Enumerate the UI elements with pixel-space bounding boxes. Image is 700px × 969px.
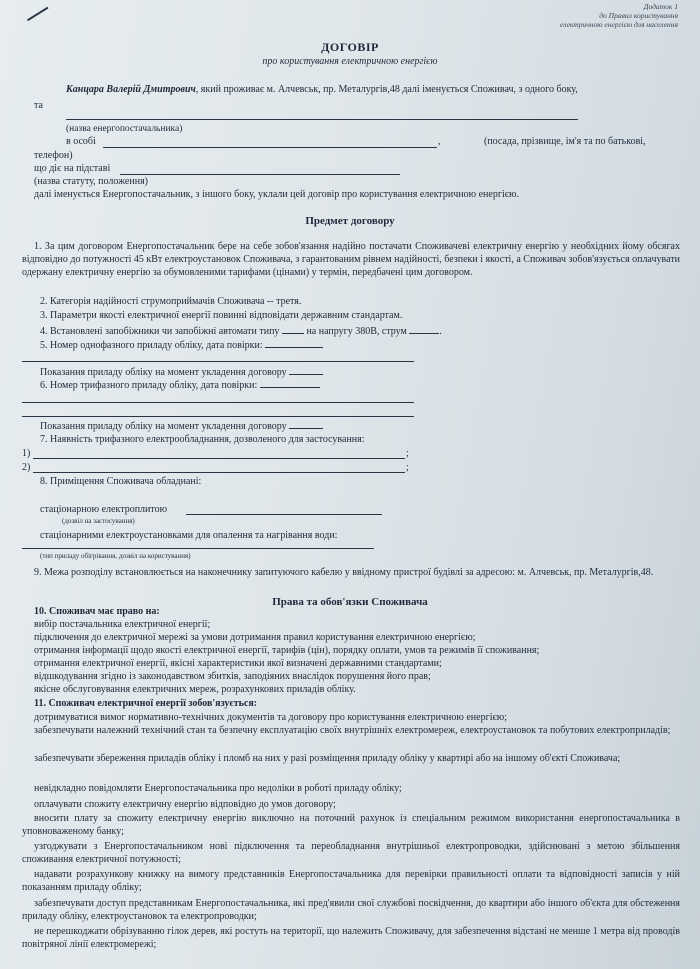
duty-9: забезпечувати доступ представникам Енергопостачальника, які пред'явили свої службові посвідчення, до квартири або іншого об'єкта для обстеження приладу обліку, електроустановок та електропроводки; — [22, 898, 680, 922]
fuse-type-field[interactable] — [282, 324, 304, 334]
paragraph-4 — [40, 324, 442, 338]
duty-4: невідкладно повідомляти Енергопостачальника про недоліки в роботі приладу обліку; — [34, 783, 402, 794]
right-item-5: відшкодування згідно із законодавством збитків, заподіяних внаслідок порушення його прав; — [34, 671, 431, 682]
paragraph-11-heading: 11. Споживач електричної енергії зобов'язується: — [34, 698, 258, 709]
consumer-name: Канцара Валерій Дмитрович — [66, 84, 196, 95]
meter-reading-field-2[interactable] — [289, 419, 323, 429]
comma: , — [438, 136, 441, 147]
pen-stroke — [20, 0, 49, 21]
paragraph-2: 2. Категорія надійності струмоприймачів Споживача -- третя. — [40, 296, 302, 307]
fuse-type-label: 4. Встановлені запобіжники чи запобіжні автомати типу — [40, 326, 280, 337]
duty-10: не перешкоджати обрізуванню гілок дерев, які ростуть на території, що належить Споживачу, для забезпечення відстані не менше 1 метра від проводів повітряної лінії електромережі; — [22, 926, 680, 950]
annex-line-2: до Правил користування — [599, 11, 678, 20]
supplier-name-line[interactable] — [66, 119, 578, 120]
annex-note — [468, 2, 678, 29]
phone-label: телефон) — [34, 150, 73, 161]
paragraph-8: 8. Приміщення Споживача обладнані: — [40, 476, 202, 487]
meter-reading-1 — [40, 365, 323, 379]
duty-6: вносити плату за спожиту електричну енергію виключно на поточний рахунок із спеціальним режимом використання енергопостачальника в уповноваженому банку; — [22, 813, 680, 837]
paragraph-5 — [40, 338, 323, 352]
paragraph-9: 9. Межа розподілу встановлюється на наконечнику запитуючого кабелю у ввідному пристрої будівлі за адресою: м. Алчевськ, пр. Металургів,48. — [34, 567, 654, 578]
document-subtitle: про користування електричною енергією — [262, 56, 438, 67]
duty-3: забезпечувати збереження приладів обліку і пломб на них у разі розміщення приладу обліку у квартирі або на іншому об'єкті Споживача; — [34, 753, 621, 764]
meter-reading-label: Показання приладу обліку на момент укладення договору — [40, 367, 287, 378]
rights-heading: Права та обов'язки Споживача — [272, 596, 428, 608]
meter-reading-label-2: Показання приладу обліку на момент укладення договору — [40, 421, 287, 432]
three-phase-meter-field[interactable] — [260, 378, 320, 388]
representative-line[interactable] — [103, 147, 437, 148]
single-phase-meter-line[interactable] — [22, 361, 414, 362]
stove-permit-label: (дозвіл на застосування) — [62, 517, 135, 525]
right-item-6: якісне обслуговування електричних мереж, розрахункових приладів обліку. — [34, 684, 356, 695]
duty-5: оплачувати спожиту електричну енергію відповідно до умов договору; — [34, 799, 336, 810]
meter-reading-field-1[interactable] — [289, 365, 323, 375]
three-phase-meter-label: 6. Номер трифазного приладу обліку, дата повірки: — [40, 380, 258, 391]
period: . — [439, 326, 442, 337]
duty-2: забезпечувати належний технічний стан та безпечну експлуатацію своїх внутрішніх електромереж, електроустановок та побутових електроприладів; — [34, 725, 671, 736]
right-item-4: отримання електричної енергії, якісні характеристики якої визначені державними стандартами; — [34, 658, 442, 669]
paragraph-3: 3. Параметри якості електричної енергії повинні відповідати державним стандартам. — [40, 310, 403, 321]
paragraph-6 — [40, 378, 320, 392]
equipment-item-1-label: 1) — [22, 448, 31, 459]
annex-line-1: Додаток 1 — [643, 2, 678, 11]
duty-1: дотримуватися вимог нормативно-технічних документів та договору про користування електричною енергією; — [34, 712, 508, 723]
electric-stove-line[interactable] — [186, 514, 382, 515]
equipment-item-2-label: 2) — [22, 462, 31, 473]
subject-heading: Предмет договору — [305, 215, 395, 227]
duty-8: надавати розрахункову книжку на вимогу представників Енергопостачальника для перевірки правильності оплати та відповідності записів у ній показанням приладу обліку; — [22, 869, 680, 893]
current-field[interactable] — [409, 324, 439, 334]
semicolon-1: ; — [406, 448, 409, 459]
equipment-item-2-line[interactable] — [33, 472, 405, 473]
in-person-label: в особі — [66, 136, 96, 147]
hereinafter-text: далі іменується Енергопостачальник, з іншого боку, уклали цей договір про користування електричною енергією. — [34, 189, 519, 200]
electric-stove-label: стаціонарною електроплитою — [40, 504, 168, 515]
semicolon-2: ; — [406, 462, 409, 473]
intro-text: , який проживає м. Алчевськ, пр. Металургів,48 далі іменується Споживач, з одного боку, — [195, 84, 578, 95]
paragraph-1: 1. За цим договором Енергопостачальник бере на себе зобов'язання надійно постачати Споживачеві електричну енергію у необхідних йому обсягах відповідно до потужності 45 кВт електроустановок Споживача, з гарантованим рівнем надійності, безпеки і якості, а Споживач зобов'язується оплачувати одержану електричну енергію за обумовленими тарифами (цінами) у термін, передбачені цим договором. — [22, 241, 680, 278]
annex-line-3: електричною енергією для населення — [559, 20, 678, 29]
three-phase-meter-line-1[interactable] — [22, 402, 414, 403]
three-phase-meter-line-2[interactable] — [22, 416, 414, 417]
duty-7: узгоджувати з Енергопостачальником нові підключення та переобладнання внутрішньої електропроводки, здійснювані з метою збільшення споживання електричної потужності; — [22, 841, 680, 865]
document-title: ДОГОВІР — [321, 40, 379, 54]
meter-reading-2 — [40, 419, 323, 433]
heating-label: стаціонарними електроустановками для опалення та нагрівання води: — [40, 530, 338, 541]
paragraph-10-heading: 10. Споживач має право на: — [34, 606, 160, 617]
intro-paragraph — [66, 84, 578, 96]
equipment-item-1-line[interactable] — [33, 458, 405, 459]
right-item-1: вибір постачальника електричної енергії; — [34, 619, 211, 630]
right-item-2: підключення до електричної мережі за умови дотримання правил користування електричною енергією; — [34, 632, 476, 643]
supplier-label: (назва енергопостачальника) — [66, 124, 183, 134]
heating-line[interactable] — [22, 548, 374, 549]
paragraph-7: 7. Наявність трифазного електрообладнання, дозволеного для застосування: — [40, 434, 365, 445]
right-item-3: отримання інформації щодо якості електричної енергії, тарифів (цін), порядку оплати, умов та режимів її споживання; — [34, 645, 540, 656]
voltage-text: на напругу 380В, струм — [306, 326, 407, 337]
charter-label: (назва статуту, положення) — [34, 176, 148, 187]
heating-type-label: (тип приладу обігрівання, дозвіл на користування) — [40, 552, 191, 560]
acting-basis-label: що діє на підставі — [34, 163, 111, 174]
position-label: (посада, прізвище, ім'я та по батькові, — [484, 136, 646, 147]
single-phase-meter-field[interactable] — [265, 338, 323, 348]
single-phase-meter-label: 5. Номер однофазного приладу обліку, дата повірки: — [40, 340, 263, 351]
and-word: та — [34, 100, 43, 111]
acting-basis-line[interactable] — [120, 174, 400, 175]
